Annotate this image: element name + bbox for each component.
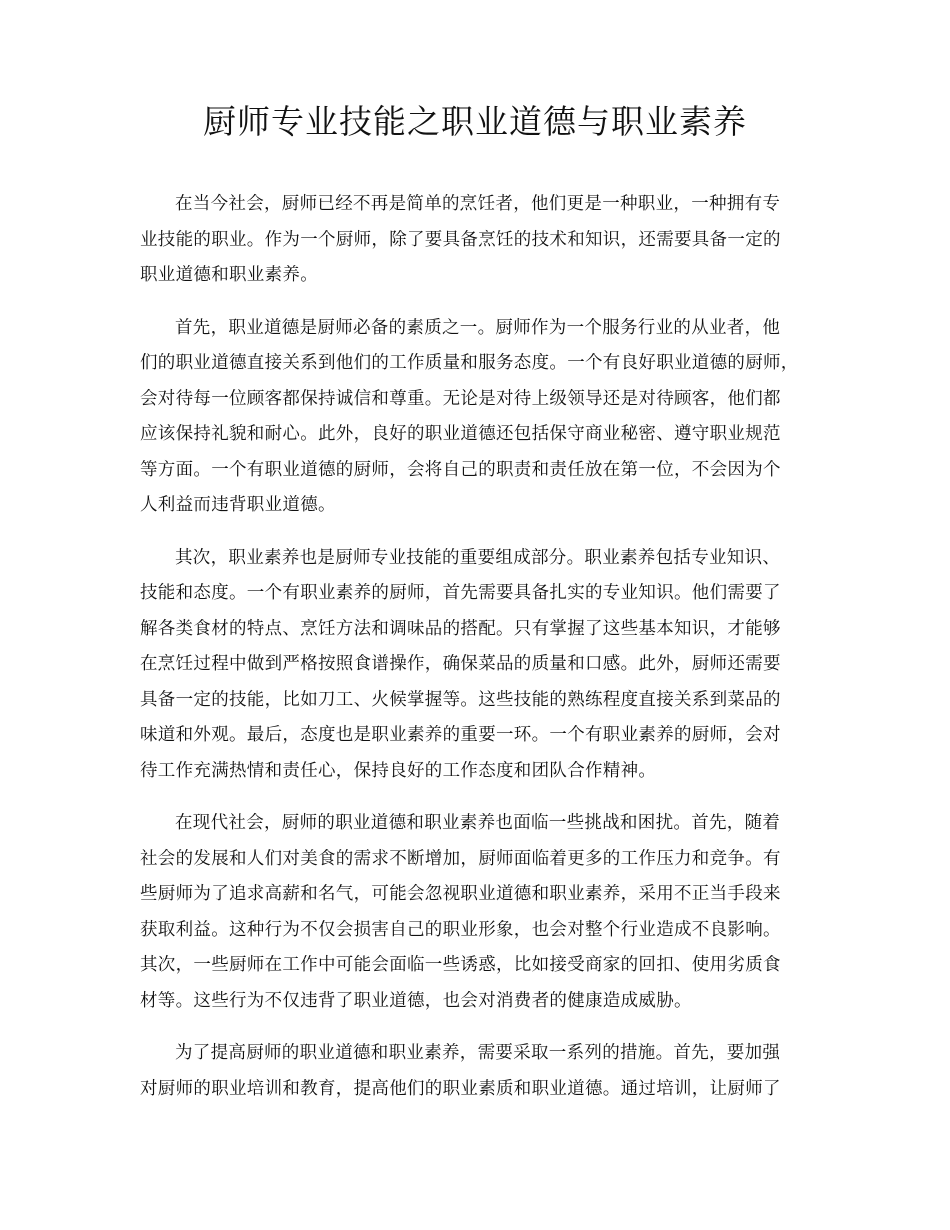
paragraph-line: 在当今社会，厨师已经不再是简单的烹饪者，他们更是一种职业，一种拥有专 — [175, 194, 781, 214]
paragraph-5 — [140, 1036, 830, 1107]
paragraph-line: 职业道德和职业素养。 — [140, 265, 318, 285]
paragraph-1 — [140, 187, 830, 294]
paragraph-line: 为了提高厨师的职业道德和职业素养，需要采取一系列的措施。首先，要加强 — [175, 1043, 781, 1063]
paragraph-line: 等方面。一个有职业道德的厨师，会将自己的职责和责任放在第一位，不会因为个 — [140, 459, 781, 480]
paragraph-line: 其次，一些厨师在工作中可能会面临一些诱惑，比如接受商家的回扣、使用劣质食 — [140, 955, 781, 975]
paragraph-line: 待工作充满热情和责任心，保持良好的工作态度和团队合作精神。 — [140, 760, 657, 781]
paragraph-line: 应该保持礼貌和耐心。此外，良好的职业道德还包括保守商业秘密、遵守职业规范 — [140, 424, 781, 444]
paragraph-line: 其次，职业素养也是厨师专业技能的重要组成部分。职业素养包括专业知识、 — [175, 547, 781, 568]
paragraph-line: 社会的发展和人们对美食的需求不断增加，厨师面临着更多的工作压力和竞争。有 — [140, 848, 781, 869]
paragraph-line: 会对待每一位顾客都保持诚信和尊重。无论是对待上级领导还是对待顾客，他们都 — [140, 388, 781, 409]
paragraph-line: 在烹饪过程中做到严格按照食谱操作，确保菜品的质量和口感。此外，厨师还需要 — [140, 654, 781, 674]
document-body — [140, 187, 830, 1124]
paragraph-line: 解各类食材的特点、烹饪方法和调味品的搭配。只有掌握了这些基本知识，才能够 — [140, 618, 781, 639]
paragraph-line: 具备一定的技能，比如刀工、火候掌握等。这些技能的熟练程度直接关系到菜品的 — [140, 689, 781, 710]
paragraph-line: 在现代社会，厨师的职业道德和职业素养也面临一些挑战和困扰。首先，随着 — [175, 813, 781, 833]
paragraph-3 — [140, 541, 830, 790]
paragraph-line: 人利益而违背职业道德。 — [140, 495, 336, 515]
paragraph-line: 材等。这些行为不仅违背了职业道德，也会对消费者的健康造成威胁。 — [140, 990, 692, 1011]
document-title: 厨师专业技能之职业道德与职业素养 — [203, 102, 747, 141]
paragraph-line: 技能和态度。一个有职业素养的厨师，首先需要具备扎实的专业知识。他们需要了 — [140, 583, 781, 603]
paragraph-line: 味道和外观。最后，态度也是职业素养的重要一环。一个有职业素养的厨师，会对 — [140, 725, 781, 745]
paragraph-4 — [140, 806, 830, 1019]
paragraph-line: 首先，职业道德是厨师必备的素质之一。厨师作为一个服务行业的从业者，他 — [175, 317, 781, 338]
paragraph-line: 获取利益。这种行为不仅会损害自己的职业形象，也会对整个行业造成不良影响。 — [140, 919, 781, 940]
paragraph-line: 业技能的职业。作为一个厨师，除了要具备烹饪的技术和知识，还需要具备一定的 — [140, 229, 781, 250]
paragraph-line: 们的职业道德直接关系到他们的工作质量和服务态度。一个有良好职业道德的厨师， — [140, 353, 799, 373]
paragraph-line: 些厨师为了追求高薪和名气，可能会忽视职业道德和职业素养，采用不正当手段来 — [140, 884, 781, 904]
paragraph-line: 对厨师的职业培训和教育，提高他们的职业素质和职业道德。通过培训，让厨师了 — [140, 1078, 781, 1099]
paragraph-2 — [140, 311, 830, 524]
